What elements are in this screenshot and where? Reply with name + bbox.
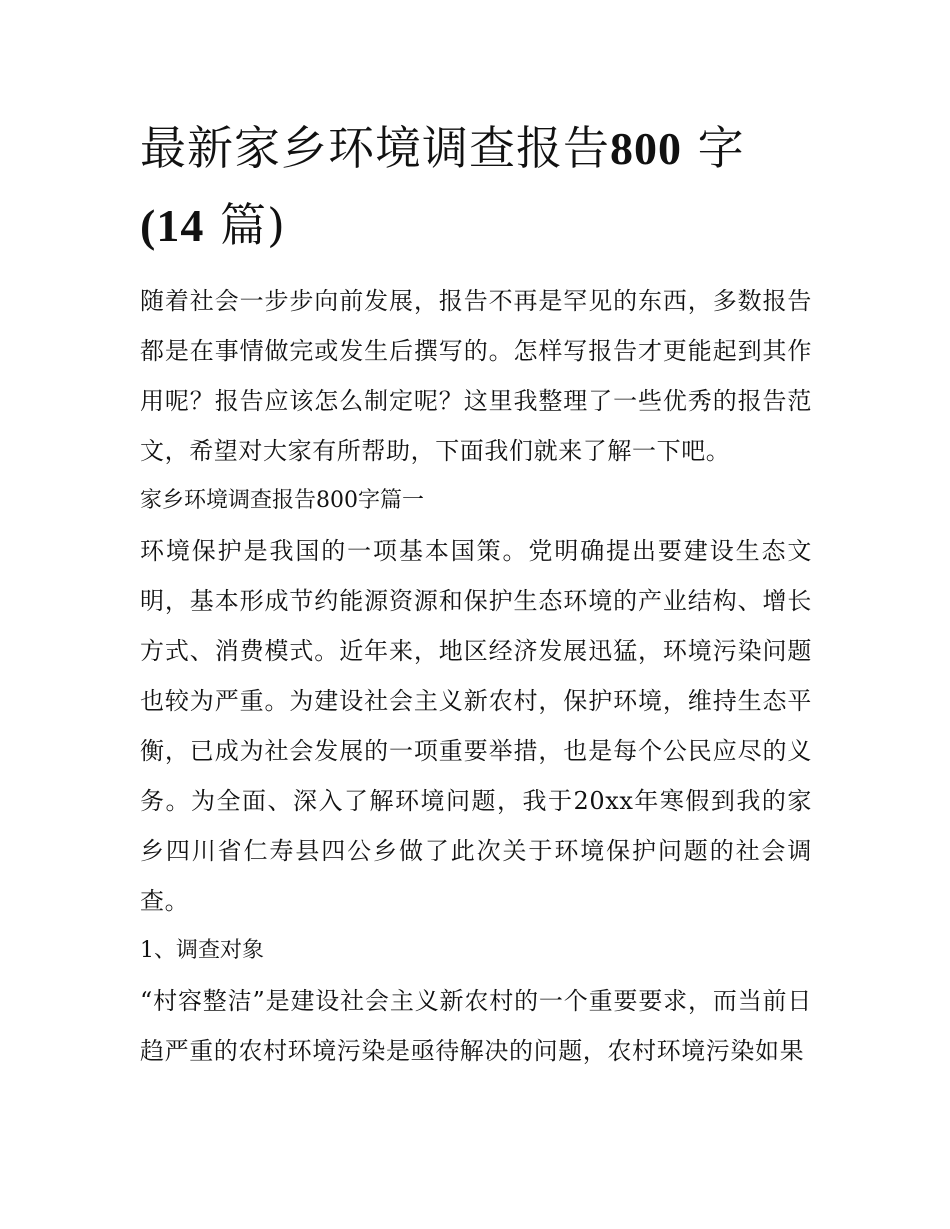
title-number: 800 xyxy=(610,123,682,174)
title-unit: 字 xyxy=(697,121,745,175)
title-count: (14 xyxy=(140,200,205,251)
section-paragraph: 环境保护是我国的一项基本国策。党明确提出要建设生态文明，基本形成节约能源资源和保护生态环境的产业结构、增长方式、消费模式。近年来，地区经济发展迅猛，环境污染问题也较为严重。为建设社会主义新农村，保护环境，维持生态平衡，已成为社会发展的一项重要举措，也是每个公民应尽的义务。为全面、深入了解环境问题，我于20xx年寒假到我的家乡四川省仁寿县四公乡做了此次关于环境保护问题的社会调查。 xyxy=(140,537,812,915)
title-count-suffix: 篇) xyxy=(219,198,286,252)
document-title xyxy=(140,110,812,264)
last-paragraph: “村容整洁”是建设社会主义新农村的一个重要要求，而当前日趋严重的农村环境污染是亟待解决的问题，农村环境污染如果 xyxy=(140,987,812,1065)
title-text: 最新家乡环境调查报告 xyxy=(140,121,610,175)
document-page xyxy=(140,110,812,1076)
section-heading: 家乡环境调查报告800字篇一 xyxy=(140,488,424,513)
subheading: 1、调查对象 xyxy=(140,938,264,963)
intro-paragraph: 随着社会一步步向前发展，报告不再是罕见的东西，多数报告都是在事情做完或发生后撰写的。怎样写报告才更能起到其作用呢？报告应该怎么制定呢？这里我整理了一些优秀的报告范文，希望对大家有所帮助，下面我们就来了解一下吧。 xyxy=(140,287,812,465)
